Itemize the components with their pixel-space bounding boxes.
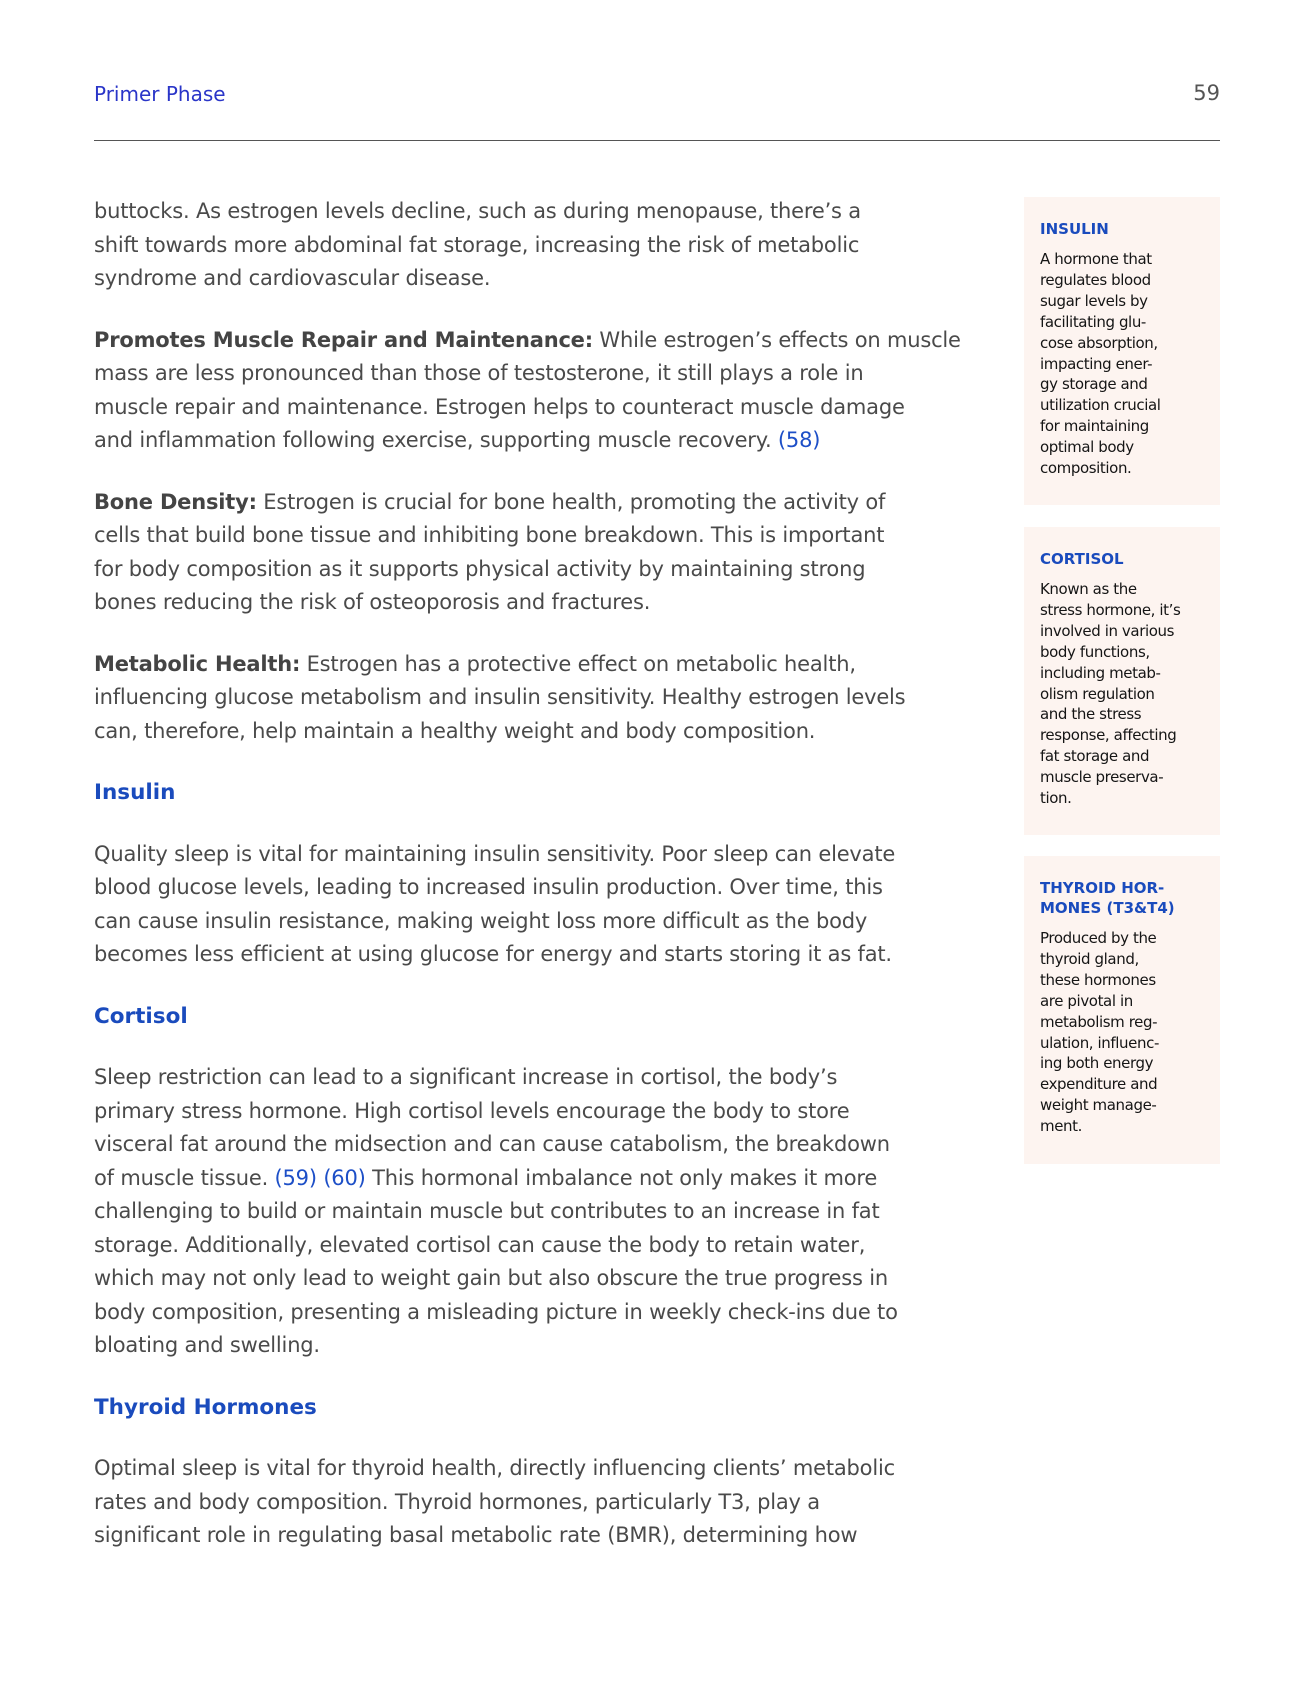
text-line — [94, 391, 994, 425]
paragraph — [94, 324, 994, 458]
text-run: cells that build bone tissue and inhibiting bone breakdown. This is important — [94, 523, 885, 547]
text-line — [94, 1296, 994, 1330]
glossary-box — [1024, 197, 1220, 505]
text-run: buttocks. As estrogen levels decline, such as during menopause, there’s a — [94, 199, 861, 223]
section-heading: Cortisol — [94, 1003, 188, 1029]
glossary-definition-line: facilitating glu- — [1040, 312, 1146, 331]
glossary-term: MONES (T3&T4) — [1040, 899, 1175, 917]
section-heading: Thyroid Hormones — [94, 1394, 317, 1420]
text-line — [94, 357, 994, 391]
text-line — [94, 1162, 994, 1196]
text-line — [94, 648, 994, 682]
glossary-box — [1024, 856, 1220, 1164]
glossary-definition-line: composition. — [1040, 459, 1132, 478]
glossary-term: CORTISOL — [1040, 550, 1124, 568]
text-run: and inflammation following exercise, supporting muscle recovery. — [94, 428, 778, 452]
text-run: This hormonal imbalance not only makes it more — [365, 1165, 878, 1190]
glossary-definition-line: for maintaining — [1040, 417, 1149, 436]
glossary-definition-line: stress hormone, it’s — [1040, 600, 1181, 619]
text-line — [94, 1486, 994, 1520]
text-run: can cause insulin resistance, making weight loss more difficult as the body — [94, 908, 868, 933]
text-run: mass are less pronounced than those of testosterone, it still plays a role in — [94, 361, 864, 385]
paragraph — [94, 1061, 994, 1363]
text-run: bloating and swelling. — [94, 1333, 320, 1357]
glossary-definition-line: cose absorption, — [1040, 333, 1158, 352]
text-line — [94, 1329, 994, 1363]
text-run: significant role in regulating basal metabolic rate (BMR), determining how — [94, 1523, 858, 1547]
text-run: for body composition as it supports physical activity by maintaining strong — [94, 556, 866, 581]
text-line — [94, 1229, 994, 1263]
glossary-definition-line: and the stress — [1040, 705, 1142, 724]
glossary-definition-line: including metab- — [1040, 663, 1161, 682]
text-run: visceral fat around the midsection and can cause catabolism, the breakdown — [94, 1132, 890, 1156]
text-run: Estrogen is crucial for bone health, promoting the activity of — [256, 489, 886, 514]
text-run: storage. Additionally, elevated cortisol can cause the body to retain water, — [94, 1232, 866, 1257]
text-line — [94, 519, 994, 553]
section-heading: Insulin — [94, 780, 176, 805]
glossary-definition-line: thyroid gland, — [1040, 949, 1139, 968]
header-divider — [94, 140, 1220, 141]
text-run: muscle repair and maintenance. Estrogen helps to counteract muscle damage — [94, 394, 905, 419]
glossary-definition-line: Known as the — [1040, 580, 1137, 598]
text-run: syndrome and cardiovascular disease. — [94, 266, 491, 290]
glossary-definition-line: fat storage and — [1040, 747, 1150, 766]
glossary-definition-line: expenditure and — [1040, 1075, 1158, 1094]
text-run: body composition, presenting a misleading picture in weekly check-ins due to — [94, 1299, 898, 1324]
paragraph — [94, 648, 994, 749]
citation-link[interactable]: (58) — [777, 428, 821, 452]
text-run: Quality sleep is vital for maintaining insulin sensitivity. Poor sleep can elevate — [94, 841, 896, 866]
glossary-definition-line: are pivotal in — [1040, 991, 1133, 1010]
glossary-definition-line: ulation, influenc- — [1040, 1033, 1159, 1052]
page-number: 59 — [1193, 81, 1220, 105]
text-run: can, therefore, help maintain a healthy weight and body composition. — [94, 718, 816, 743]
citation-link[interactable]: (59) (60) — [274, 1165, 366, 1190]
glossary-definition-line: utilization crucial — [1040, 396, 1161, 415]
text-line — [94, 1262, 994, 1296]
glossary-definition-line: olism regulation — [1040, 684, 1155, 703]
glossary-definition-line: A hormone that — [1040, 250, 1152, 268]
text-run: becomes less efficient at using glucose for energy and starts storing it as fat. — [94, 942, 892, 966]
main-column — [94, 195, 994, 1581]
glossary-definition-line: ment. — [1040, 1117, 1082, 1136]
text-line — [94, 424, 994, 458]
glossary-definition-line: muscle preserva- — [1040, 768, 1164, 787]
text-run: rates and body composition. Thyroid hormones, particularly T3, play a — [94, 1489, 820, 1514]
glossary-definition-line: involved in various — [1040, 621, 1175, 640]
glossary-definition-line: gy storage and — [1040, 375, 1148, 394]
text-run: While estrogen’s effects on muscle — [592, 327, 961, 352]
bold-lead-in: Promotes Muscle Repair and Maintenance: — [94, 327, 593, 352]
text-line — [94, 681, 994, 715]
text-run: influencing glucose metabolism and insulin sensitivity. Healthy estrogen levels — [94, 685, 906, 709]
glossary-definition-line: weight manage- — [1040, 1096, 1157, 1115]
text-line — [94, 229, 994, 263]
glossary-box — [1024, 527, 1220, 835]
glossary-term: INSULIN — [1040, 220, 1109, 238]
text-line — [94, 195, 994, 229]
glossary-definition-line: impacting ener- — [1040, 354, 1153, 373]
text-line — [94, 1452, 994, 1486]
text-line — [94, 1061, 994, 1095]
text-line — [94, 586, 994, 620]
paragraph — [94, 195, 994, 296]
text-line — [94, 871, 994, 905]
text-line — [94, 838, 994, 872]
text-run: Sleep restriction can lead to a significant increase in cortisol, the body’s — [94, 1065, 838, 1089]
text-run: bones reducing the risk of osteoporosis and fractures. — [94, 590, 651, 614]
glossary-definition-line: regulates blood — [1040, 270, 1151, 289]
text-line — [94, 553, 994, 587]
text-line — [94, 1128, 994, 1162]
text-line — [94, 715, 994, 749]
glossary-definition-line: ing both energy — [1040, 1054, 1154, 1073]
text-run: primary stress hormone. High cortisol levels encourage the body to store — [94, 1098, 850, 1123]
glossary-definition-line: sugar levels by — [1040, 291, 1148, 310]
glossary-definition-line: tion. — [1040, 789, 1072, 808]
glossary-definition-line: optimal body — [1040, 438, 1134, 457]
text-line — [94, 1095, 994, 1129]
glossary-definition-line: these hormones — [1040, 970, 1156, 989]
text-line — [94, 905, 994, 939]
text-run: challenging to build or maintain muscle but contributes to an increase in fat — [94, 1199, 880, 1223]
text-run: shift towards more abdominal fat storage, increasing the risk of metabolic — [94, 232, 860, 257]
text-run: blood glucose levels, leading to increased insulin production. Over time, this — [94, 875, 883, 899]
bold-lead-in: Bone Density: — [94, 489, 257, 514]
paragraph — [94, 838, 994, 972]
text-line — [94, 486, 994, 520]
text-line — [94, 1195, 994, 1229]
glossary-definition-line: body functions, — [1040, 642, 1150, 661]
paragraph — [94, 486, 994, 620]
glossary-term: THYROID HOR- — [1040, 879, 1165, 897]
text-line — [94, 1519, 994, 1553]
paragraph — [94, 1452, 994, 1553]
text-line — [94, 938, 994, 972]
text-run: of muscle tissue. — [94, 1165, 275, 1190]
text-run: Optimal sleep is vital for thyroid health, directly influencing clients’ metabolic — [94, 1456, 895, 1480]
text-run: which may not only lead to weight gain but also obscure the true progress in — [94, 1266, 888, 1290]
glossary-definition-line: metabolism reg- — [1040, 1012, 1158, 1031]
bold-lead-in: Metabolic Health: — [94, 651, 301, 676]
text-run: Estrogen has a protective effect on metabolic health, — [300, 651, 856, 676]
text-line — [94, 262, 994, 296]
text-line — [94, 324, 994, 358]
header-title: Primer Phase — [94, 82, 226, 106]
glossary-definition-line: response, affecting — [1040, 726, 1177, 745]
glossary-definition-line: Produced by the — [1040, 929, 1157, 947]
